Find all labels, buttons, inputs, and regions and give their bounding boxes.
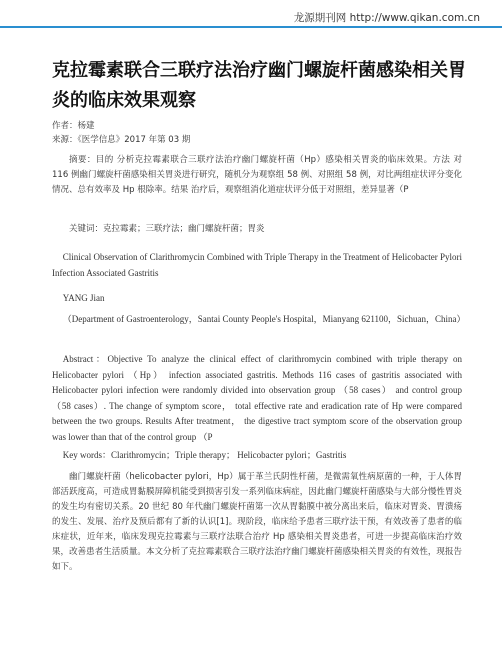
site-header: 龙源期刊网 http://www.qikan.com.cn xyxy=(293,12,480,24)
abstract-cn: 摘要：目的 分析克拉霉素联合三联疗法治疗幽门螺旋杆菌（Hp）感染相关胃炎的临床效果。方法 对 116 例幽门螺旋杆菌感染相关胃炎进行研究，随机分为观察组 58 例、对照组 58 例，对比两组症状评分变化情况、总有效率及 Hp 根除率。结果 治疗后，观察组消化道症状评分低于对照组，差异显著（P xyxy=(52,155,462,195)
article-author: 作者：杨建 xyxy=(52,121,95,131)
keywords-en: Key words：Clarithromycin；Triple therapy； Helicobacter pylori；Gastritis xyxy=(62,450,347,460)
title-en: Clinical Observation of Clarithromycin Combined with Triple Therapy in the Treatment of Helicobacter Pylori Infection Associated Gastritis xyxy=(52,252,462,278)
article-title: 克拉霉素联合三联疗法治疗幽门螺旋杆菌感染相关胃炎的临床效果观察 xyxy=(52,60,466,111)
abstract-en: Abstract：Objective To analyze the clinical effect of clarithromycin combined with triple therapy on Helicobacter pylori （Hp） infection associated gastritis. Methods 116 cases of gastritis associated with Helicobacter pylori infection were randomly divided into observation group （58 cases） and control group （58 cases）. The change of symptom score， total effective rate and eradication rate of Hp were compared between the two groups. Results After treatment， the digestive tract symptom score of the observation group was lower than that of the control group （P xyxy=(52,354,462,442)
body-paragraph: 幽门螺旋杆菌（helicobacter pylori，Hp）属于革兰氏阴性杆菌，是微需氧性病原菌的一种，于人体胃部活跃度高，可造成胃黏膜屏障机能受到损害引发一系列临床病症，因此幽门螺旋杆菌感染与大部分慢性胃炎的发生均有密切关系。20 世纪 80 年代幽门螺旋杆菌第一次从胃黏膜中被分离出来后，临床对胃炎、胃溃疡的发生、发展、治疗及预后都有了新的认识[1]。现阶段，临床给予患者三联疗法干预，有效改善了患者的临床症状，近年来，临床发现克拉霉素与三联疗法联合治疗 Hp 感染相关胃炎患者，可进一步提高临床治疗效果，改善患者生活质量。本文分析了克拉霉素联合三联疗法治疗幽门螺旋杆菌感染相关胃炎的有效性，现报告如下。 xyxy=(52,472,462,572)
header-divider xyxy=(0,26,502,28)
author-en: YANG Jian xyxy=(62,293,105,303)
affiliation-en: （Department of Gastroenterology，Santai County People's Hospital，Mianyang 621100，Sichuan，China） xyxy=(62,314,466,324)
article-source: 来源：《医学信息》2017 年第 03 期 xyxy=(52,135,191,145)
keywords-cn: 关键词：克拉霉素；三联疗法；幽门螺旋杆菌；胃炎 xyxy=(69,224,265,234)
